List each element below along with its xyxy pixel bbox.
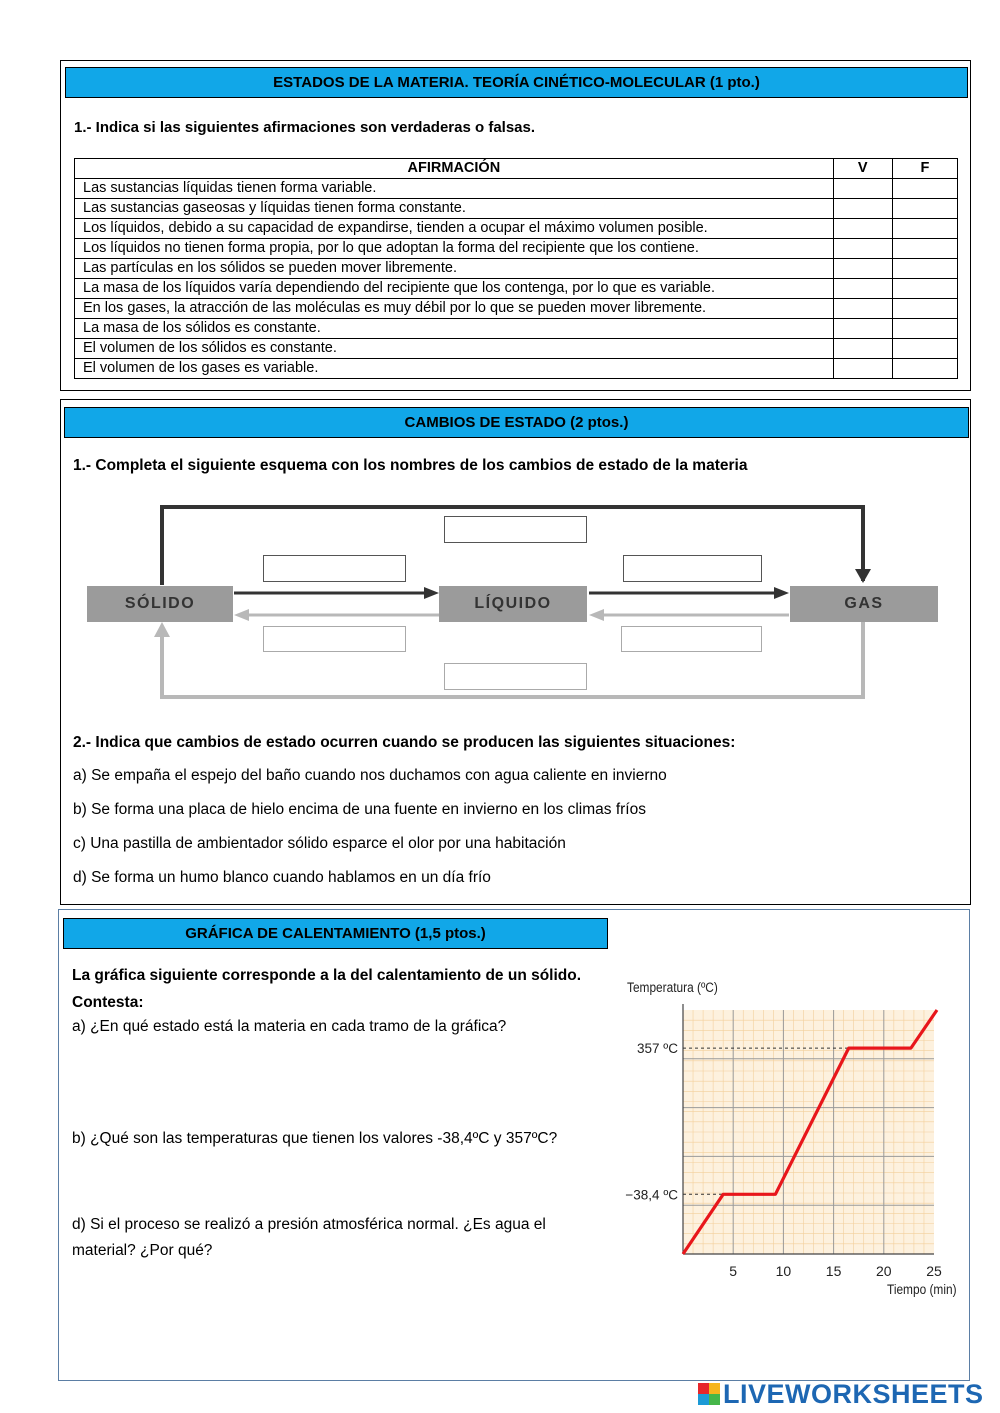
statement-cell: El volumen de los gases es variable. xyxy=(75,359,834,379)
section3-intro-line2: Contesta: xyxy=(72,994,144,1011)
true-answer-cell[interactable] xyxy=(833,359,892,379)
chart-canvas xyxy=(621,976,966,1306)
true-answer-cell[interactable] xyxy=(833,299,892,319)
logo-text-suffix: WORKSHEETS xyxy=(785,1378,984,1409)
header-statement: AFIRMACIÓN xyxy=(75,159,834,179)
blank-sublimation[interactable] xyxy=(444,516,587,543)
logo-icon xyxy=(698,1383,720,1405)
statement-cell: Los líquidos, debido a su capacidad de expandirse, tienden a ocupar el máximo volumen posible. xyxy=(75,219,834,239)
x-tick-label: 20 xyxy=(876,1263,892,1279)
logo-text-prefix: LIVE xyxy=(723,1378,786,1409)
true-answer-cell[interactable] xyxy=(833,219,892,239)
blank-solidification[interactable] xyxy=(263,626,406,652)
false-answer-cell[interactable] xyxy=(892,299,957,319)
x-tick-label: 15 xyxy=(825,1263,842,1279)
section3-intro-line1: La gráfica siguiente corresponde a la del calentamiento de un sólido. xyxy=(72,967,582,984)
statement-cell: En los gases, la atracción de las moléculas es muy débil por lo que se pueden mover libremente. xyxy=(75,299,834,319)
statement-cell: Las sustancias gaseosas y líquidas tienen forma constante. xyxy=(75,199,834,219)
arrow-solid-to-gas-head xyxy=(855,569,871,583)
section2-question2: 2.- Indica que cambios de estado ocurren cuando se producen las siguientes situaciones: xyxy=(73,734,736,751)
true-answer-cell[interactable] xyxy=(833,259,892,279)
statement-cell: Las partículas en los sólidos se pueden mover libremente. xyxy=(75,259,834,279)
x-tick-label: 25 xyxy=(926,1263,942,1279)
table-row xyxy=(75,219,958,239)
heating-chart xyxy=(621,976,966,1306)
y-mark-label: −38,4 ºC xyxy=(625,1187,678,1203)
liveworksheets-logo xyxy=(698,1379,984,1409)
situation-a: a) Se empaña el espejo del baño cuando nos duchamos con agua caliente en invierno xyxy=(73,767,667,784)
blank-fusion[interactable] xyxy=(263,555,406,582)
section-heating-graph xyxy=(58,909,970,1381)
x-tick-label: 5 xyxy=(729,1263,738,1279)
situation-c: c) Una pastilla de ambientador sólido esparce el olor por una habitación xyxy=(73,835,566,852)
section-states-of-matter xyxy=(60,60,971,391)
table-header-row xyxy=(75,159,958,179)
table-row xyxy=(75,259,958,279)
question-b: b) ¿Qué son las temperaturas que tienen los valores -38,4ºC y 357ºC? xyxy=(72,1130,558,1147)
section2-question1: 1.- Completa el siguiente esquema con los nombres de los cambios de estado de la materia xyxy=(73,457,748,474)
table-row xyxy=(75,239,958,259)
section3-title: GRÁFICA DE CALENTAMIENTO (1,5 ptos.) xyxy=(63,918,608,949)
chart-xlabel: Tiempo (min) xyxy=(887,1282,957,1297)
state-gas: GAS xyxy=(790,586,938,622)
situation-d: d) Se forma un humo blanco cuando hablamos en un día frío xyxy=(73,869,491,886)
section2-title: CAMBIOS DE ESTADO (2 ptos.) xyxy=(64,407,969,438)
chart-ylabel: Temperatura (ºC) xyxy=(627,980,718,995)
section-state-changes xyxy=(60,399,971,905)
false-answer-cell[interactable] xyxy=(892,359,957,379)
blank-condensation[interactable] xyxy=(621,626,762,652)
statement-cell: Las sustancias líquidas tienen forma variable. xyxy=(75,179,834,199)
blank-vaporization[interactable] xyxy=(623,555,762,582)
false-answer-cell[interactable] xyxy=(892,319,957,339)
table-row xyxy=(75,199,958,219)
x-tick-label: 10 xyxy=(775,1263,792,1279)
section1-title: ESTADOS DE LA MATERIA. TEORÍA CINÉTICO-MOLECULAR (1 pto.) xyxy=(65,67,968,98)
header-false: F xyxy=(892,159,957,179)
false-answer-cell[interactable] xyxy=(892,219,957,239)
true-answer-cell[interactable] xyxy=(833,279,892,299)
true-answer-cell[interactable] xyxy=(833,319,892,339)
false-answer-cell[interactable] xyxy=(892,279,957,299)
table-row xyxy=(75,359,958,379)
true-answer-cell[interactable] xyxy=(833,199,892,219)
y-mark-label: 357 ºC xyxy=(637,1041,678,1057)
table-row xyxy=(75,339,958,359)
statement-cell: Los líquidos no tienen forma propia, por lo que adoptan la forma del recipiente que los contiene. xyxy=(75,239,834,259)
statement-cell: La masa de los sólidos es constante. xyxy=(75,319,834,339)
false-answer-cell[interactable] xyxy=(892,339,957,359)
true-answer-cell[interactable] xyxy=(833,339,892,359)
situation-b: b) Se forma una placa de hielo encima de una fuente en invierno en los climas fríos xyxy=(73,801,646,818)
table-row xyxy=(75,279,958,299)
table-row xyxy=(75,319,958,339)
statement-cell: La masa de los líquidos varía dependiendo del recipiente que los contenga, por lo que es variable. xyxy=(75,279,834,299)
true-answer-cell[interactable] xyxy=(833,179,892,199)
blank-deposition[interactable] xyxy=(444,663,587,690)
false-answer-cell[interactable] xyxy=(892,199,957,219)
arrow-gas-to-solid-head xyxy=(154,622,170,637)
false-answer-cell[interactable] xyxy=(892,179,957,199)
false-answer-cell[interactable] xyxy=(892,239,957,259)
table-row xyxy=(75,299,958,319)
state-liquid: LÍQUIDO xyxy=(439,586,587,622)
question-d-line2: material? ¿Por qué? xyxy=(72,1242,213,1259)
state-solid: SÓLIDO xyxy=(87,586,233,622)
question-d-line1: d) Si el proceso se realizó a presión atmosférica normal. ¿Es agua el xyxy=(72,1216,546,1233)
table-row xyxy=(75,179,958,199)
header-true: V xyxy=(833,159,892,179)
question-a: a) ¿En qué estado está la materia en cada tramo de la gráfica? xyxy=(72,1018,507,1035)
true-false-table xyxy=(74,158,958,379)
true-answer-cell[interactable] xyxy=(833,239,892,259)
false-answer-cell[interactable] xyxy=(892,259,957,279)
section1-question: 1.- Indica si las siguientes afirmaciones son verdaderas o falsas. xyxy=(74,119,536,136)
statement-cell: El volumen de los sólidos es constante. xyxy=(75,339,834,359)
